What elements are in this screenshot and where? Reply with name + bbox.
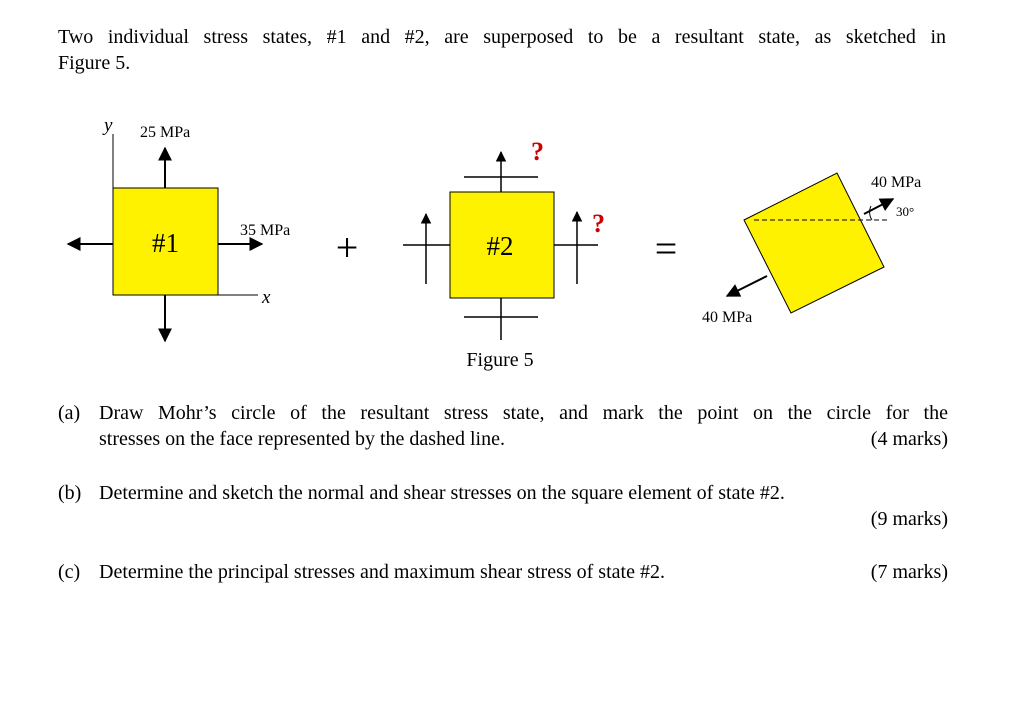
question-a-line-2: stresses on the face represented by the dashed line. [99, 428, 505, 450]
state-1-axis-y: y [104, 115, 113, 136]
question-b-label: (b) [58, 482, 82, 504]
state-2-unknown-right: ? [592, 209, 605, 238]
question-c [58, 559, 948, 585]
question-c-marks: (7 marks) [870, 561, 948, 583]
question-a-body [99, 400, 948, 452]
resultant-upper-arrow-visible [864, 199, 893, 214]
state-1-label: #1 [152, 228, 179, 258]
resultant-stress-upper: 40 MPa [871, 174, 922, 191]
question-a-marks: (4 marks) [870, 428, 948, 450]
state-1-stress-x: 35 MPa [240, 222, 291, 239]
question-c-body [99, 559, 948, 585]
intro-line-1: Two individual stress states, #1 and #2, are superposed to be a resultant state, as sketched in [58, 26, 946, 48]
resultant-element [702, 173, 921, 326]
question-c-line-1: Determine the principal stresses and maximum shear stress of state #2. [99, 561, 665, 583]
state-2-element [403, 137, 605, 340]
angle-arc [870, 206, 872, 220]
question-a-label: (a) [58, 402, 81, 424]
state-1-stress-y: 25 MPa [140, 124, 191, 141]
state-1-element [68, 115, 290, 341]
question-c-label: (c) [58, 561, 81, 583]
resultant-lower-arrow [727, 276, 767, 296]
equals-sign: = [654, 226, 678, 271]
resultant-square [744, 173, 884, 313]
state-2-label: #2 [486, 231, 514, 261]
intro-line-2: Figure 5. [58, 52, 131, 74]
resultant-stress-lower: 40 MPa [702, 309, 753, 326]
question-b-line-1: Determine and sketch the normal and shear stresses on the square element of state #2. [99, 482, 785, 504]
plus-sign: + [335, 225, 359, 270]
question-a [58, 400, 948, 452]
question-a-line-1: Draw Mohr’s circle of the resultant stress state, and mark the point on the circle for the [99, 402, 948, 424]
state-1-axis-x: x [262, 287, 271, 308]
question-b [58, 480, 948, 532]
resultant-angle: 30° [896, 204, 915, 219]
question-b-body [99, 480, 948, 506]
figure-caption: Figure 5 [466, 349, 534, 371]
state-2-unknown-top: ? [531, 137, 544, 166]
question-b-marks: (9 marks) [870, 508, 948, 530]
